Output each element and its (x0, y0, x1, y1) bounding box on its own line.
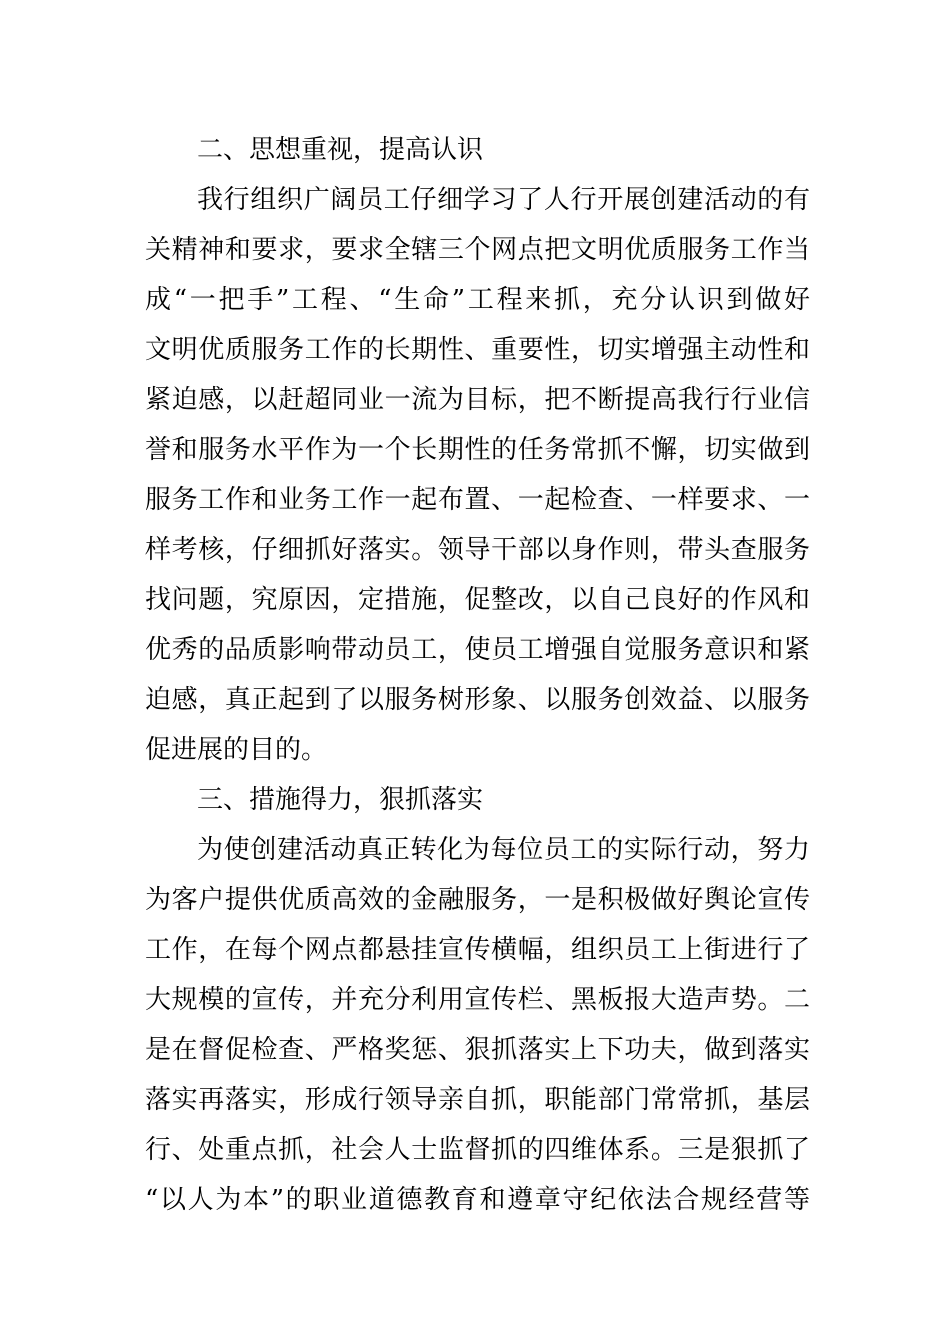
paragraph-line: 大规模的宣传，并充分利用宣传栏、黑板报大造声势。二 (145, 985, 810, 1015)
paragraph-line: 关精神和要求，要求全辖三个网点把文明优质服务工作当 (145, 235, 810, 265)
paragraph-line: 是在督促检查、严格奖惩、狠抓落实上下功夫，做到落实 (145, 1035, 810, 1065)
paragraph-line: 为使创建活动真正转化为每位员工的实际行动，努力 (197, 835, 810, 865)
paragraph-line: “以人为本”的职业道德教育和遵章守纪依法合规经营等 (145, 1185, 810, 1215)
paragraph-line: 样考核，仔细抓好落实。领导干部以身作则，带头查服务 (145, 535, 810, 565)
paragraph-line: 工作，在每个网点都悬挂宣传横幅，组织员工上街进行了 (145, 935, 810, 965)
paragraph-line: 优秀的品质影响带动员工，使员工增强自觉服务意识和紧 (145, 635, 810, 665)
paragraph-line: 落实再落实，形成行领导亲自抓，职能部门常常抓，基层 (145, 1085, 810, 1115)
section-heading-3: 三、措施得力，狠抓落实 (197, 785, 484, 815)
paragraph-line: 紧迫感，以赶超同业一流为目标，把不断提高我行行业信 (145, 385, 810, 415)
paragraph-line: 行、处重点抓，社会人士监督抓的四维体系。三是狠抓了 (145, 1135, 810, 1165)
paragraph-line: 我行组织广阔员工仔细学习了人行开展创建活动的有 (197, 185, 810, 215)
section-heading-2: 二、思想重视，提高认识 (197, 135, 484, 165)
paragraph-line: 文明优质服务工作的长期性、重要性，切实增强主动性和 (145, 335, 810, 365)
paragraph-line: 为客户提供优质高效的金融服务，一是积极做好舆论宣传 (145, 885, 810, 915)
paragraph-line: 成“一把手”工程、“生命”工程来抓，充分认识到做好 (145, 285, 810, 315)
paragraph-line: 服务工作和业务工作一起布置、一起检查、一样要求、一 (145, 485, 810, 515)
paragraph-line: 促进展的目的。 (145, 735, 328, 765)
paragraph-line: 誉和服务水平作为一个长期性的任务常抓不懈，切实做到 (145, 435, 810, 465)
paragraph-line: 迫感，真正起到了以服务树形象、以服务创效益、以服务 (145, 685, 810, 715)
paragraph-line: 找问题，究原因，定措施，促整改，以自己良好的作风和 (145, 585, 810, 615)
